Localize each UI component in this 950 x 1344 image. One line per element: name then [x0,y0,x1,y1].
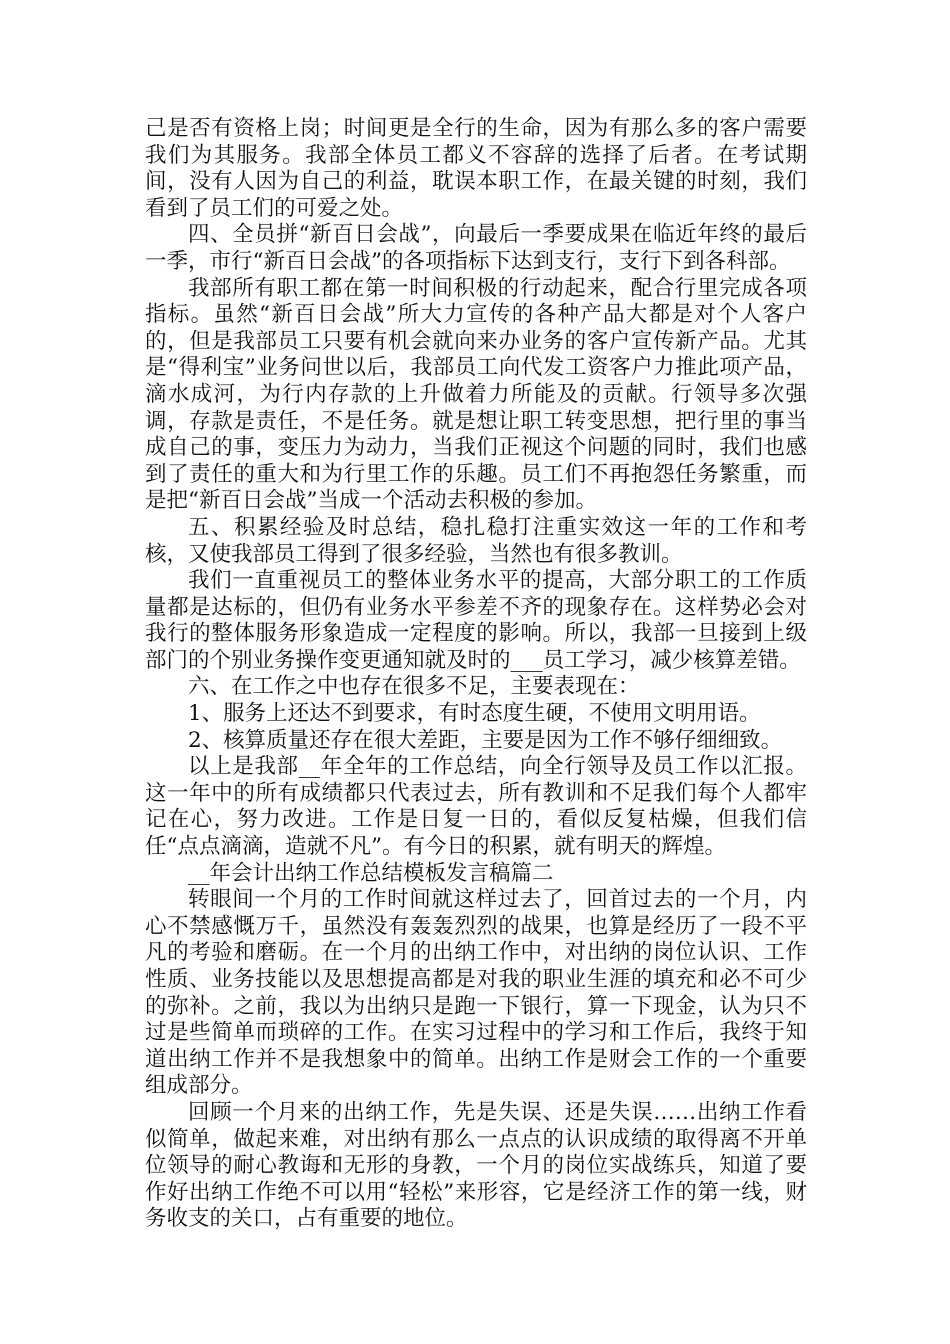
paragraph-section-six: 六、在工作之中也存在很多不足，主要表现在： [188,674,640,700]
paragraph-section-five: 五、积累经验及时总结，稳扎稳打注重实效这一年的工作和考核，又使我部员工得到了很多经验，当然也有很多教训。 [145,514,807,567]
list-item-2: 2、核算质量还存在很大差距，主要是因为工作不够仔细细致。 [188,727,783,753]
document-body [145,116,807,1233]
paragraph-one-month: 转眼间一个月的工作时间就这样过去了，回首过去的一个月，内心不禁感慨万千，虽然没有轰轰烈烈的战果，也算是经历了一段不平凡的考验和磨砺。在一个月的出纳工作中，对出纳的岗位认识、工作性质、业务技能以及思想提高都是对我的职业生涯的填充和必不可少的弥补。之前，我以为出纳只是跑一下银行，算一下现金，认为只不过是些简单而琐碎的工作。在实习过程中的学习和工作后，我终于知道出纳工作并不是我想象中的简单。出纳工作是财会工作的一个重要组成部分。 [145,887,807,1099]
paragraph-summary: 以上是我部__年全年的工作总结，向全行领导及员工作以汇报。这一年中的所有成绩都只代表过去，所有教训和不足我们每个人都牢记在心，努力改进。工作是日复一日的，看似反复枯燥，但我们信任“点点滴滴，造就不凡”。有今日的积累，就有明天的辉煌。 [145,754,807,860]
section-heading-part-two: __年会计出纳工作总结模板发言稿篇二 [188,860,554,886]
paragraph-review: 回顾一个月来的出纳工作，先是失误、还是失误……出纳工作看似简单，做起来难，对出纳有那么一点点的认识成绩的取得离不开单位领导的耐心教诲和无形的身教，一个月的岗位实战练兵，知道了要作好出纳工作绝不可以用“轻松”来形容，它是经济工作的第一线，财务收支的关口，占有重要的地位。 [145,1099,807,1232]
paragraph-business-level: 我们一直重视员工的整体业务水平的提高，大部分职工的工作质量都是达标的，但仍有业务水平参差不齐的现象存在。这样势必会对我行的整体服务形象造成一定程度的影响。所以，我部一旦接到上级部门的个别业务操作变更通知就及时的___员工学习，减少核算差错。 [145,568,807,673]
paragraph-continuation: 己是否有资格上岗；时间更是全行的生命，因为有那么多的客户需要我们为其服务。我部全体员工都义不容辞的选择了后者。在考试期间，没有人因为自己的利益，耽误本职工作，在最关键的时刻，我们看到了员工们的可爱之处。 [145,116,807,221]
paragraph-section-four: 四、全员拼“新百日会战”，向最后一季要成果在临近年终的最后一季，市行“新百日会战”的各项指标下达到支行，支行下到各科部。 [145,222,807,274]
paragraph-staff-action: 我部所有职工都在第一时间积极的行动起来，配合行里完成各项指标。虽然“新百日会战”所大力宣传的各种产品大都是对个人客户的，但是我部员工只要有机会就向来办业务的客户宣传新产品。尤其是“得利宝”业务问世以后，我部员工向代发工资客户力推此项产品，滴水成河，为行内存款的上升做着力所能及的贡献。行领导多次强调，存款是责任，不是任务。就是想让职工转变思想，把行里的事当成自己的事，变压力为动力，当我们正视这个问题的同时，我们也感到了责任的重大和为行里工作的乐趣。员工们不再抱怨任务繁重，而是把“新百日会战”当成一个活动去积极的参加。 [145,275,807,514]
list-item-1: 1、服务上还达不到要求，有时态度生硬，不使用文明用语。 [188,701,761,727]
